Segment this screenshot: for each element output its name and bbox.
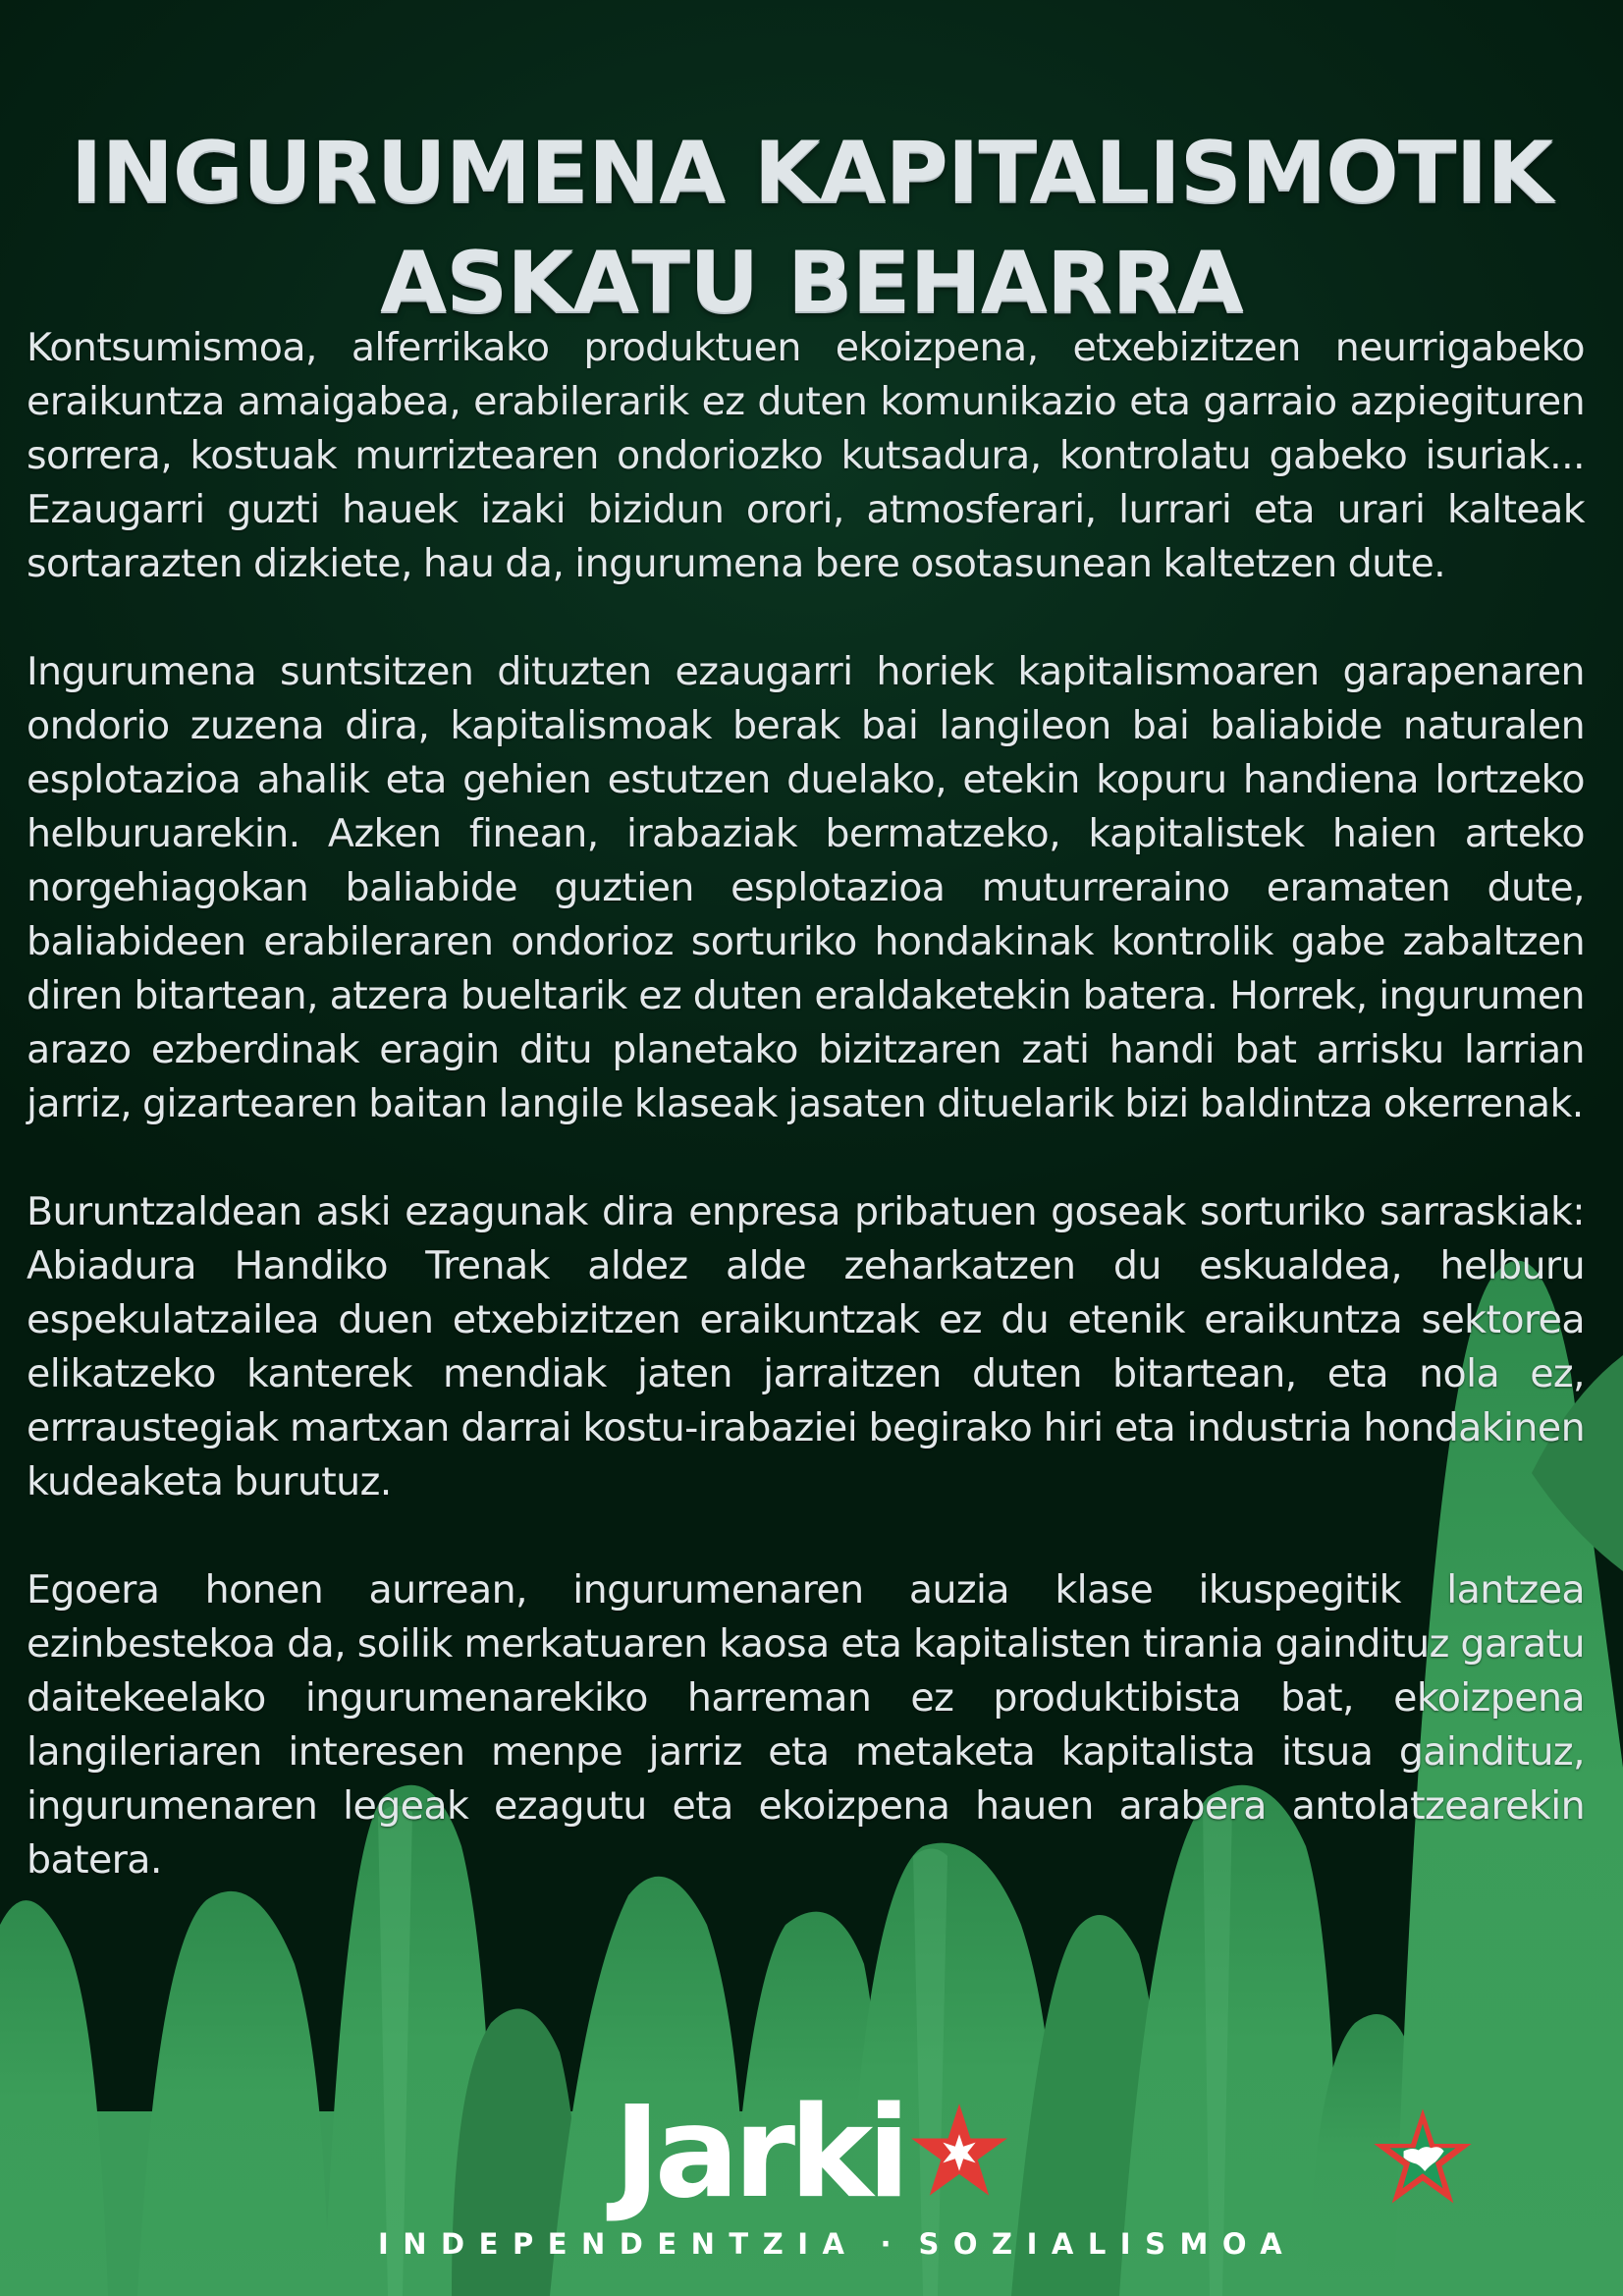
- paragraph-3: Buruntzaldean aski ezagunak dira enpresa pribatuen goseak sorturiko sarraskiak: Abiadura Handiko Trenak aldez alde zeharkatzen du eskualdea, helburu espekulatzailea duen etxebizitzen eraikuntzak ez du etenik eraikuntza sektorea elikatzeko kanterek mendiak jaten jarraitzen duten bitartean, eta nola ez, errraustegiak martxan darrai kostu-irabaziei begirako hiri eta industria hondakinen kudeaketa burutuz.: [27, 1189, 1585, 1504]
- tagline-independentzia: INDEPENDENTZIA: [378, 2227, 859, 2261]
- paragraph-2: Ingurumena suntsitzen dituzten ezaugarri horiek kapitalismoaren garapenaren ondorio zuzena dira, kapitalismoak berak bai langileon bai baliabide naturalen esplotazioa ahalik eta gehien estutzen duelako, etekin kopuru handiena lortzeko helburuarekin. Azken finean, irabaziak bermatzeko, kapitalistek haien arteko norgehiagokan baliabide guztien esplotazioa muturreraino eramaten dute, baliabideen erabileraren ondorioz sorturiko hondakinak kontrolik gabe zabaltzen diren bitartean, atzera bueltarik ez duten eraldaketekin batera. Horrek, ingurumen arazo ezberdinak eragin ditu planetako bizitzaren zati handi bat arrisku larrian jarriz, gizartearen baitan langile klaseak jasaten dituelarik bizi baldintza okerrenak.: [27, 649, 1585, 1126]
- red-star-icon: [908, 2102, 1010, 2204]
- jarki-logo: [614, 2080, 1010, 2226]
- poster-title: [0, 118, 1623, 338]
- jarki-wordmark: Jarki: [614, 2080, 905, 2226]
- paragraph-4: Egoera honen aurrean, ingurumenaren auzia klase ikuspegitik lantzea ezinbestekoa da, soilik merkatuaren kaosa eta kapitalisten tirania gaindituz garatu daitekeelako ingurumenarekiko harreman ez produktibista bat, ekoizpena langileriaren interesen menpe jarriz eta metaketa kapitalista itsua gaindituz, ingurumenaren legeak ezagutu eta ekoizpena hauen arabera antolatzearekin batera.: [27, 1567, 1585, 1883]
- title-line-2: ASKATU BEHARRA: [380, 233, 1243, 332]
- title-line-1: INGURUMENA KAPITALISMOTIK: [70, 123, 1553, 222]
- article-body: [27, 321, 1585, 1941]
- basque-star-emblem-icon: [1370, 2105, 1476, 2211]
- tagline-separator: ·: [880, 2227, 892, 2261]
- paragraph-1: Kontsumismoa, alferrikako produktuen ekoizpena, etxebizitzen neurrigabeko eraikuntza amaigabea, erabilerarik ez duten komunikazio eta garraio azpiegituren sorrera, kostuak murriztearen ondoriozko kutsadura, kontrolatu gabeko isuriak... Ezaugarri guzti hauek izaki bizidun orori, atmosferari, lurrari eta urari kalteak sortarazten dizkiete, hau da, ingurumena bere osotasunean kaltetzen dute.: [27, 325, 1585, 586]
- tagline: [378, 2227, 1296, 2261]
- tagline-sozialismoa: SOZIALISMOA: [918, 2227, 1297, 2261]
